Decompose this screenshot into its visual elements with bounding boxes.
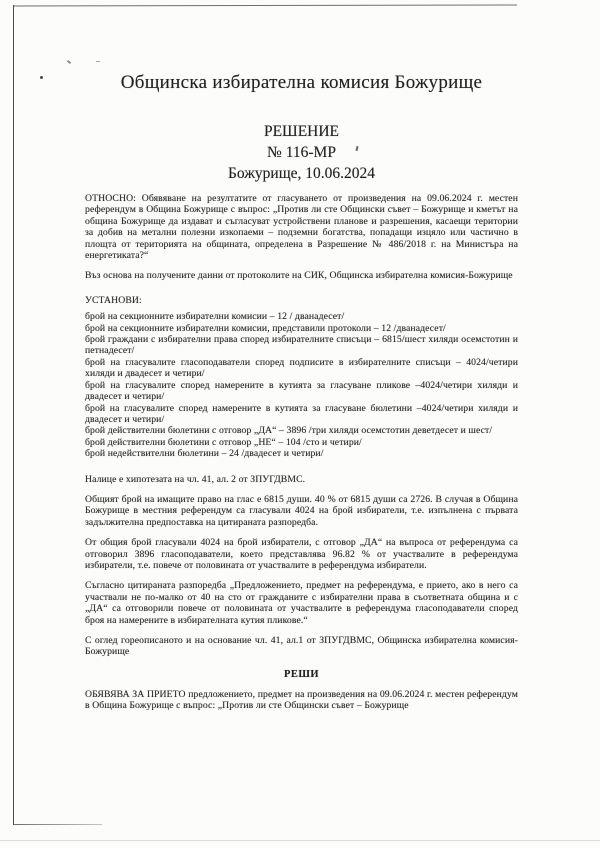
finding-line: брой на секционните избирателни комисии, представили протоколи – 12 /дванадесет/ [85, 322, 446, 334]
basis-paragraph: Въз основа на получените данни от протоколите на СИК, Общинска избирателна комисия-Божурище [85, 270, 513, 282]
legal-grounds-paragraph: С оглед гореописаното и на основание чл. 41, ал.1 от ЗПУГДВМС, Общинска избирателна комисия- Божурище [85, 635, 518, 658]
cited-provision-paragraph: Съгласно цитираната разпоредба „Предложението, предмет на референдума, е прието, ако в него са участвали не по-малко от 40 на сто от гражданите с избирателни права в съответната община и с „ДА“ са отговорили повече от половината от участвалите в референдума гласоподаватели според броя на намерените в избирателната кутия пликове.“ [85, 580, 518, 626]
findings-heading: УСТАНОВИ: [85, 294, 142, 306]
page-border-left [13, 5, 14, 825]
finding-line: брой на гласувалите според намерените в кутията за гласуване бюлетини –4024/четири хиляди и двадесет и четири/ [85, 402, 518, 425]
finding-line: брой на секционните избирателни комисии – 12 / дванадесет/ [85, 311, 345, 323]
finding-line: брой действителни бюлетини с отговор „ДА“ – 3896 /три хиляди осемстотин деветдесет и шест/ [85, 425, 493, 437]
regarding-paragraph: ОТНОСНО: Обявяване на резултатите от гласуването от произведения на 09.06.2024 г. местен референдум в Община Божурище с въпрос: „Против ли сте Общински съвет – Божурище и кметът на община Божурище да издават и съгласуват устройствени планове и разрешения, касаещи територии за добив на метални полезни изкопаеми – подземни богатства, попадащи изцяло или частично в площта от територията на общината, определена в Разрешение № 486/2018 г. на Министъра на енергетиката?“ [85, 193, 518, 262]
yes-votes-paragraph: От общия брой гласували 4024 на брой избиратели, с отговор „ДА“ на въпроса от референдума са отговорил 3896 гласоподаватели, което представлява 96.82 % от участвалите в референдума избиратели, т.е. повече от половината от участвалите в референдума избиратели. [85, 537, 518, 571]
place-date: Божурище, 10.06.2024 [227, 165, 376, 182]
finding-line: брой недействителни бюлетини – 24 /двадесет и четири/ [85, 448, 324, 460]
page-border-bottom [14, 824, 102, 825]
scan-speck [40, 76, 43, 79]
decision-paragraph: ОБЯВЯВА ЗА ПРИЕТО предложението, предмет на произведения на 09.06.2024 г. местен референдум в Община Божурище с въпрос: „Против ли сте Общински съвет – Божурище [85, 688, 518, 712]
document-content [85, 0, 518, 712]
scan-edge-line [0, 840, 600, 841]
findings-list [85, 311, 518, 459]
finding-line: брой действителни бюлетини с отговор „НЕ“ – 104 /сто и четири/ [85, 436, 362, 448]
decision-heading: РЕШИ [283, 668, 320, 680]
turnout-paragraph: Общият брой на имащите право на глас е 6815 души. 40 % от 6815 души са 2726. В случая в Община Божурище в местния референдум са гласували 4024 на брой избиратели, т.е. изпълнена с първата задължителна предпоставка на цитираната разпоредба. [85, 493, 518, 528]
finding-line: брой на гласувалите според намерените в кутията за гласуване пликове –4024/четири хиляди и двадесет и четири/ [85, 379, 518, 403]
org-title: Общинска избирателна комисия Божурище [120, 72, 483, 93]
finding-line: брой граждани с избирателни права според избирателните списъци – 6815/шест хиляди осемстотин и петнадесет/ [85, 334, 518, 357]
doc-type-heading: РЕШЕНИЕ [263, 123, 340, 140]
finding-line: брой на гласувалите гласоподаватели според подписите в избирателните списъци – 4024/четири хиляди и двадесет и четири/ [85, 356, 518, 380]
hypothesis-paragraph: Налице е хипотезата на чл. 41, ал. 2 от ЗПУГДВМС. [85, 473, 306, 485]
doc-number: № 116-МР [267, 144, 336, 161]
scan-speck [67, 60, 71, 64]
